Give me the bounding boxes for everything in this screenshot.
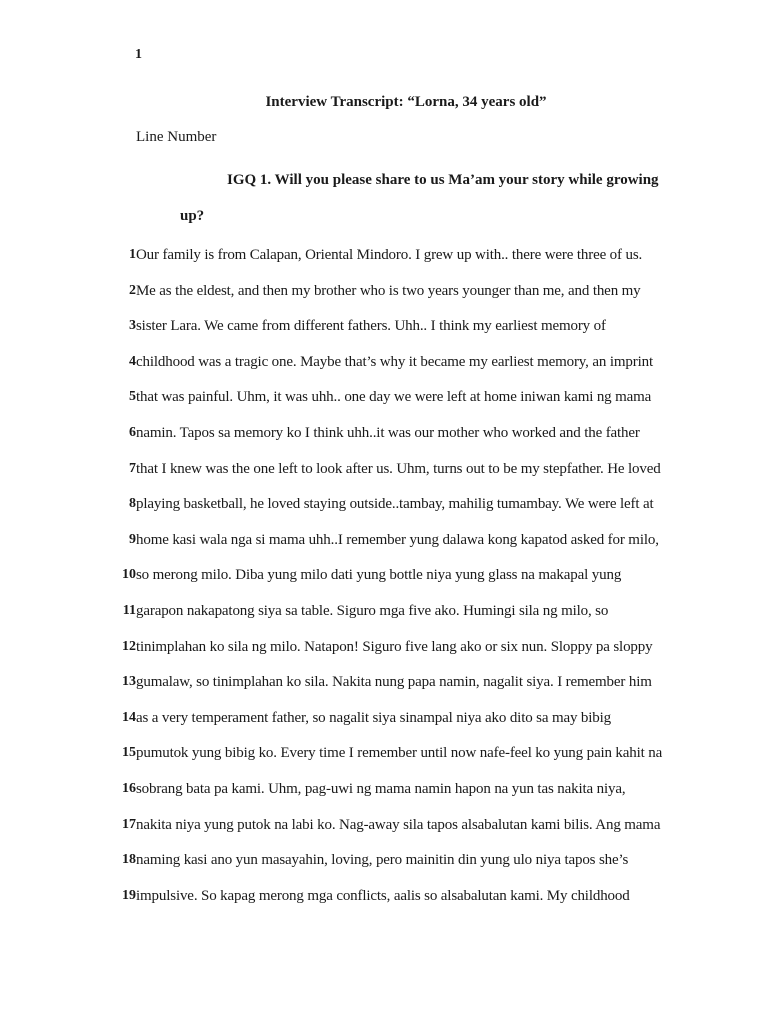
line-number-header: Line Number <box>136 129 217 145</box>
line-text: so merong milo. Diba yung milo dati yung bottle niya yung glass na makapal yung <box>136 567 622 584</box>
line-number: 15 <box>122 745 136 761</box>
transcript-line <box>0 773 768 809</box>
line-number: 2 <box>129 282 136 298</box>
line-number: 9 <box>129 531 136 547</box>
line-text: sister Lara. We came from different fathers. Uhh.. I think my earliest memory of <box>136 318 606 335</box>
transcript-line <box>0 310 768 346</box>
transcript-line <box>0 880 768 916</box>
document-title: Interview Transcript: “Lorna, 34 years old” <box>265 94 547 110</box>
line-text: impulsive. So kapag merong mga conflicts, aalis so alsabalutan kami. My childhood <box>136 887 630 904</box>
line-text: Me as the eldest, and then my brother who is two years younger than me, and then my <box>136 282 641 299</box>
line-number: 8 <box>129 496 136 512</box>
line-number: 17 <box>122 816 136 832</box>
transcript-line <box>0 453 768 489</box>
transcript-line <box>0 559 768 595</box>
line-number: 19 <box>122 887 136 903</box>
transcript-line <box>0 666 768 702</box>
transcript-line <box>0 275 768 311</box>
line-number: 18 <box>122 852 136 868</box>
line-text: namin. Tapos sa memory ko I think uhh..it was our mother who worked and the father <box>136 424 640 441</box>
line-number: 10 <box>122 567 136 583</box>
transcript-line <box>0 737 768 773</box>
page-number: 1 <box>135 47 142 62</box>
line-number: 4 <box>129 353 136 369</box>
line-text: gumalaw, so tinimplahan ko sila. Nakita nung papa namin, nagalit siya. I remember him <box>136 674 652 691</box>
line-text: playing basketball, he loved staying outside..tambay, mahilig tumambay. We were left at <box>136 496 654 513</box>
transcript-line <box>0 809 768 845</box>
line-number: 7 <box>129 460 136 476</box>
transcript-line <box>0 702 768 738</box>
transcript-line <box>0 631 768 667</box>
line-text: Our family is from Calapan, Oriental Mindoro. I grew up with.. there were three of us. <box>136 247 643 263</box>
line-number: 14 <box>122 709 136 725</box>
line-number: 16 <box>122 780 136 796</box>
line-number: 1 <box>129 247 136 262</box>
transcript-line <box>0 381 768 417</box>
transcript-line <box>0 346 768 382</box>
line-number: 3 <box>129 318 136 334</box>
transcript-line <box>0 844 768 880</box>
transcript-line <box>0 239 768 275</box>
line-number: 6 <box>129 424 136 440</box>
line-text: pumutok yung bibig ko. Every time I remember until now nafe-feel ko yung pain kahit na <box>136 745 663 762</box>
line-text: nakita niya yung putok na labi ko. Nag-away sila tapos alsabalutan kami bilis. Ang mama <box>136 816 661 833</box>
line-number: 5 <box>129 389 136 405</box>
line-text: childhood was a tragic one. Maybe that’s why it became my earliest memory, an imprint <box>136 353 653 370</box>
transcript-line <box>0 595 768 631</box>
transcript-line <box>0 524 768 560</box>
line-number: 13 <box>122 674 136 690</box>
line-number: 11 <box>122 602 136 618</box>
line-text: that was painful. Uhm, it was uhh.. one day we were left at home iniwan kami ng mama <box>136 389 652 406</box>
line-text: tinimplahan ko sila ng milo. Natapon! Siguro five lang ako or six nun. Sloppy pa sloppy <box>136 638 653 655</box>
line-text: sobrang bata pa kami. Uhm, pag-uwi ng mama namin hapon na yun tas nakita niya, <box>136 780 626 797</box>
line-text: as a very temperament father, so nagalit siya sinampal niya ako dito sa may bibig <box>136 709 612 726</box>
interview-question: IGQ 1. Will you please share to us Ma’am your story while growing up? <box>180 172 659 224</box>
line-text: that I knew was the one left to look after us. Uhm, turns out to be my stepfather. He loved <box>136 460 661 477</box>
line-text: garapon nakapatong siya sa table. Siguro mga five ako. Humingi sila ng milo, so <box>136 602 609 619</box>
transcript-line <box>0 488 768 524</box>
transcript-line <box>0 417 768 453</box>
line-text: naming kasi ano yun masayahin, loving, pero mainitin din yung ulo niya tapos she’s <box>136 852 629 869</box>
transcript-body <box>0 239 768 915</box>
line-text: home kasi wala nga si mama uhh..I remember yung dalawa kong kapatod asked for milo, <box>136 531 659 548</box>
line-number: 12 <box>122 638 136 654</box>
